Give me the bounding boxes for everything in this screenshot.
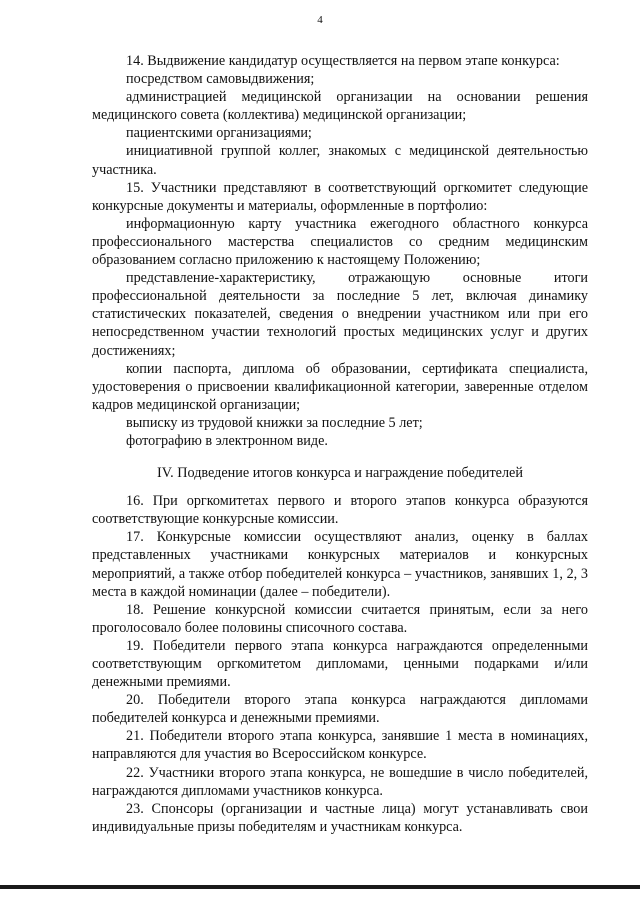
list-item-employment-record: выписку из трудовой книжки за последние 5 лет;	[126, 414, 423, 431]
list-item-characteristic: представление-характеристику, отражающую основные итоги профессиональной деятельности за последние 5 лет, включая динамику статистических показателей, сведения о внедрении участником или при его непосредственном участии технологий простых медицинских услуг и других достижениях;	[92, 270, 588, 359]
list-item-photo: фотографию в электронном виде.	[126, 432, 328, 449]
list-item-self-nomination: посредством самовыдвижения;	[126, 71, 315, 88]
paragraph-17: 17. Конкурсные комиссии осуществляют анализ, оценку в баллах представленных участниками конкурсных материалов и конкурсных мероприятий, а также отбор победителей конкурса – участников, занявших 1, 2, 3 места в каждой номинации (далее – победители).	[92, 529, 588, 600]
paragraph-22: 22. Участники второго этапа конкурса, не вошедшие в число победителей, награждаются дипломами участников конкурса.	[92, 764, 588, 799]
list-item-info-card: информационную карту участника ежегодного областного конкурса профессионального мастерства специалистов со средним медицинским образованием согласно приложению к настоящему Положению;	[92, 215, 588, 269]
section-heading: IV. Подведение итогов конкурса и награждение победителей	[157, 465, 523, 482]
list-item-patient-organizations: пациентскими организациями;	[126, 125, 312, 142]
document-body	[92, 52, 588, 836]
list-item-document-copies: копии паспорта, диплома об образовании, сертификата специалиста, удостоверения о присвоении квалификационной категории, заверенные отделом кадров медицинской организации;	[92, 360, 588, 413]
paragraph-19: 19. Победители первого этапа конкурса награждаются определенными соответствующим оргкомитетом дипломами, ценными подарками и/или денежными премиями.	[92, 637, 588, 691]
paragraph-21: 21. Победители второго этапа конкурса, занявшие 1 места в номинациях, направляются для участия во Всероссийском конкурсе.	[92, 728, 588, 763]
bottom-divider	[0, 885, 640, 889]
page-number: 4	[317, 14, 323, 26]
paragraph-20: 20. Победители второго этапа конкурса награждаются дипломами победителей конкурса и денежными премиями.	[92, 692, 588, 727]
paragraph-18: 18. Решение конкурсной комиссии считается принятым, если за него проголосовало более половины списочного состава.	[92, 601, 588, 636]
list-item-administration: администрацией медицинской организации на основании решения медицинского совета (коллектива) медицинской организации;	[92, 89, 588, 124]
paragraph-15: 15. Участники представляют в соответствующий оргкомитет следующие конкурсные документы и материалы, оформленные в портфолио:	[92, 179, 588, 214]
paragraph-23: 23. Спонсоры (организации и частные лица) могут устанавливать свои индивидуальные призы победителям и участникам конкурса.	[92, 800, 588, 835]
paragraph-16: 16. При оргкомитетах первого и второго этапов конкурса образуются соответствующие конкурсные комиссии.	[92, 493, 588, 528]
list-item-initiative-group: инициативной группой коллег, знакомых с медицинской деятельностью участника.	[92, 143, 588, 178]
paragraph-14: 14. Выдвижение кандидатур осуществляется на первом этапе конкурса:	[126, 53, 560, 69]
